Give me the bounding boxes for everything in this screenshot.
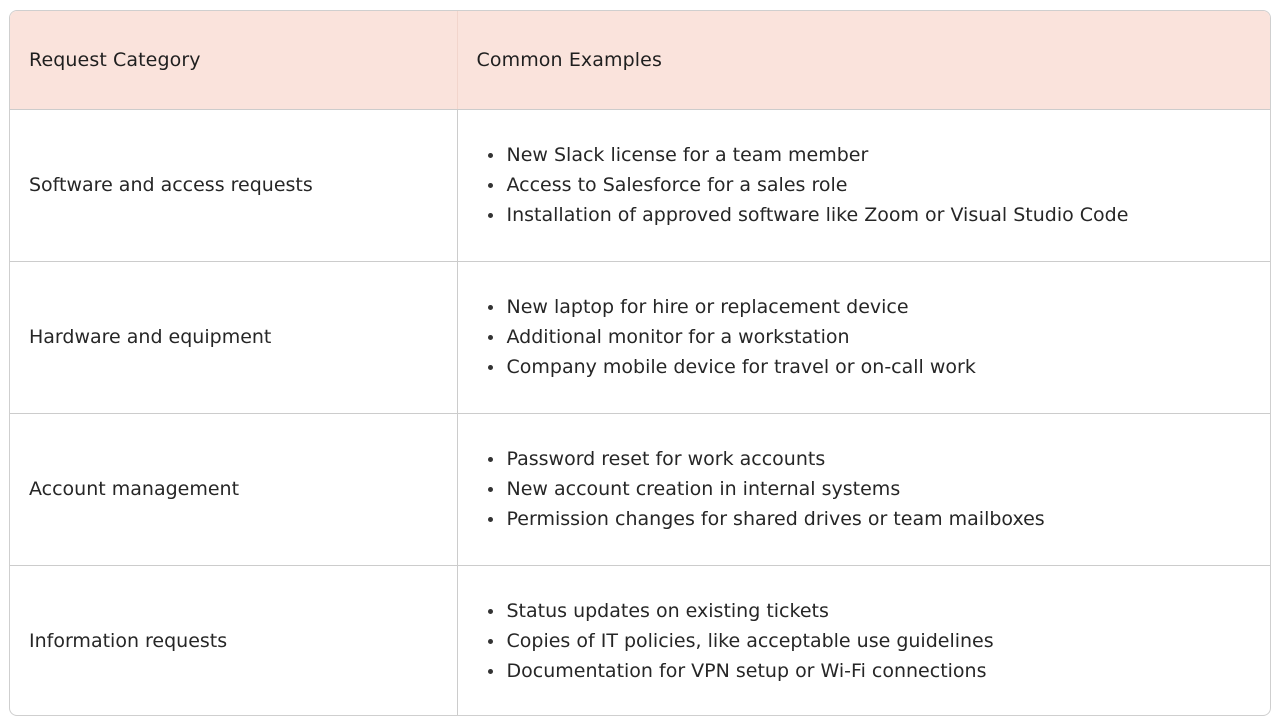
examples-list <box>477 292 1252 382</box>
list-item: Permission changes for shared drives or team mailboxes <box>487 504 1252 534</box>
examples-cell <box>457 261 1270 413</box>
list-item: Access to Salesforce for a sales role <box>487 170 1252 200</box>
list-item: Company mobile device for travel or on-call work <box>487 352 1252 382</box>
table-row <box>10 261 1270 413</box>
list-item: Documentation for VPN setup or Wi-Fi connections <box>487 656 1252 686</box>
header-row <box>10 11 1270 109</box>
examples-list <box>477 444 1252 534</box>
category-cell: Information requests <box>10 565 457 716</box>
category-cell: Software and access requests <box>10 109 457 261</box>
examples-list <box>477 596 1252 686</box>
category-cell: Hardware and equipment <box>10 261 457 413</box>
header-common-examples: Common Examples <box>457 11 1270 109</box>
list-item: New laptop for hire or replacement device <box>487 292 1252 322</box>
table-body <box>10 109 1270 716</box>
table-row <box>10 413 1270 565</box>
list-item: Status updates on existing tickets <box>487 596 1252 626</box>
header-request-category: Request Category <box>10 11 457 109</box>
list-item: New Slack license for a team member <box>487 140 1252 170</box>
list-item: Copies of IT policies, like acceptable use guidelines <box>487 626 1252 656</box>
examples-cell <box>457 565 1270 716</box>
category-cell: Account management <box>10 413 457 565</box>
request-category-table-frame <box>9 10 1271 716</box>
table-row <box>10 109 1270 261</box>
list-item: Additional monitor for a workstation <box>487 322 1252 352</box>
examples-cell <box>457 109 1270 261</box>
list-item: New account creation in internal systems <box>487 474 1252 504</box>
examples-cell <box>457 413 1270 565</box>
table-row <box>10 565 1270 716</box>
examples-list <box>477 140 1252 230</box>
list-item: Password reset for work accounts <box>487 444 1252 474</box>
request-category-table <box>10 11 1270 716</box>
table-header <box>10 11 1270 109</box>
list-item: Installation of approved software like Zoom or Visual Studio Code <box>487 200 1252 230</box>
